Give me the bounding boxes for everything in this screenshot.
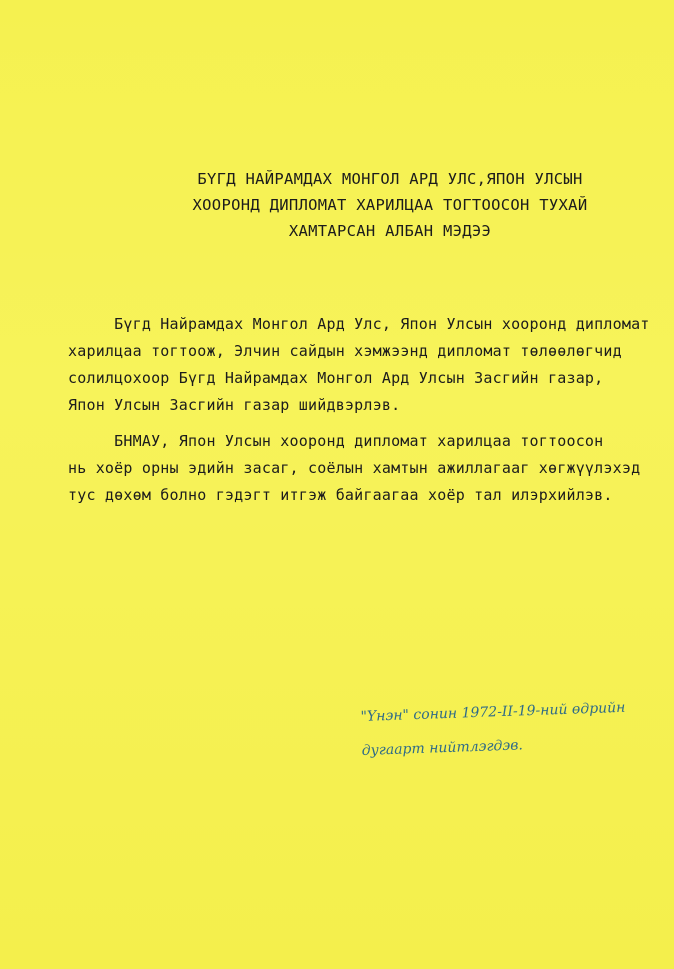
paragraph-2 bbox=[68, 428, 640, 509]
paragraph-1-line-3: солилцохоор Бүгд Найрамдах Монгол Ард Улсын Засгийн газар, bbox=[68, 369, 604, 387]
paragraph-1 bbox=[68, 311, 650, 419]
paragraph-2-line-2: нь хоёр орны эдийн засаг, соёлын хамтын ажиллагааг хөгжүүлэхэд bbox=[68, 459, 641, 477]
title-line-3: ХАМТАРСАН АЛБАН МЭДЭЭ bbox=[288, 222, 492, 240]
paragraph-1-line-2: харилцаа тогтоож, Элчин сайдын хэмжээнд дипломат төлөөлөгчид bbox=[68, 342, 622, 360]
title-line-2: ХООРОНД ДИПЛОМАТ ХАРИЛЦАА ТОГТООСОН ТУХАЙ bbox=[192, 196, 588, 214]
handwritten-note-line-2: дугаарт нийтлэгдэв. bbox=[361, 737, 524, 759]
handwritten-note-line-1: "Үнэн" сонин 1972-II-19-ний өдрийн bbox=[360, 699, 626, 725]
title-line-1: БҮГД НАЙРАМДАХ МОНГОЛ АРД УЛС,ЯПОН УЛСЫН bbox=[197, 170, 583, 188]
document-title bbox=[130, 166, 650, 244]
handwritten-note bbox=[360, 689, 672, 768]
paragraph-1-line-4: Япон Улсын Засгийн газар шийдвэрлэв. bbox=[68, 396, 401, 414]
paragraph-2-line-1: БНМАУ, Япон Улсын хооронд дипломат харилцаа тогтоосон bbox=[68, 432, 604, 450]
paragraph-2-line-3: тус дөхөм болно гэдэгт итгэж байгаагаа хоёр тал илэрхийлэв. bbox=[68, 486, 613, 504]
paragraph-1-line-1: Бүгд Найрамдах Монгол Ард Улс, Япон Улсын хооронд дипломат bbox=[68, 315, 650, 333]
